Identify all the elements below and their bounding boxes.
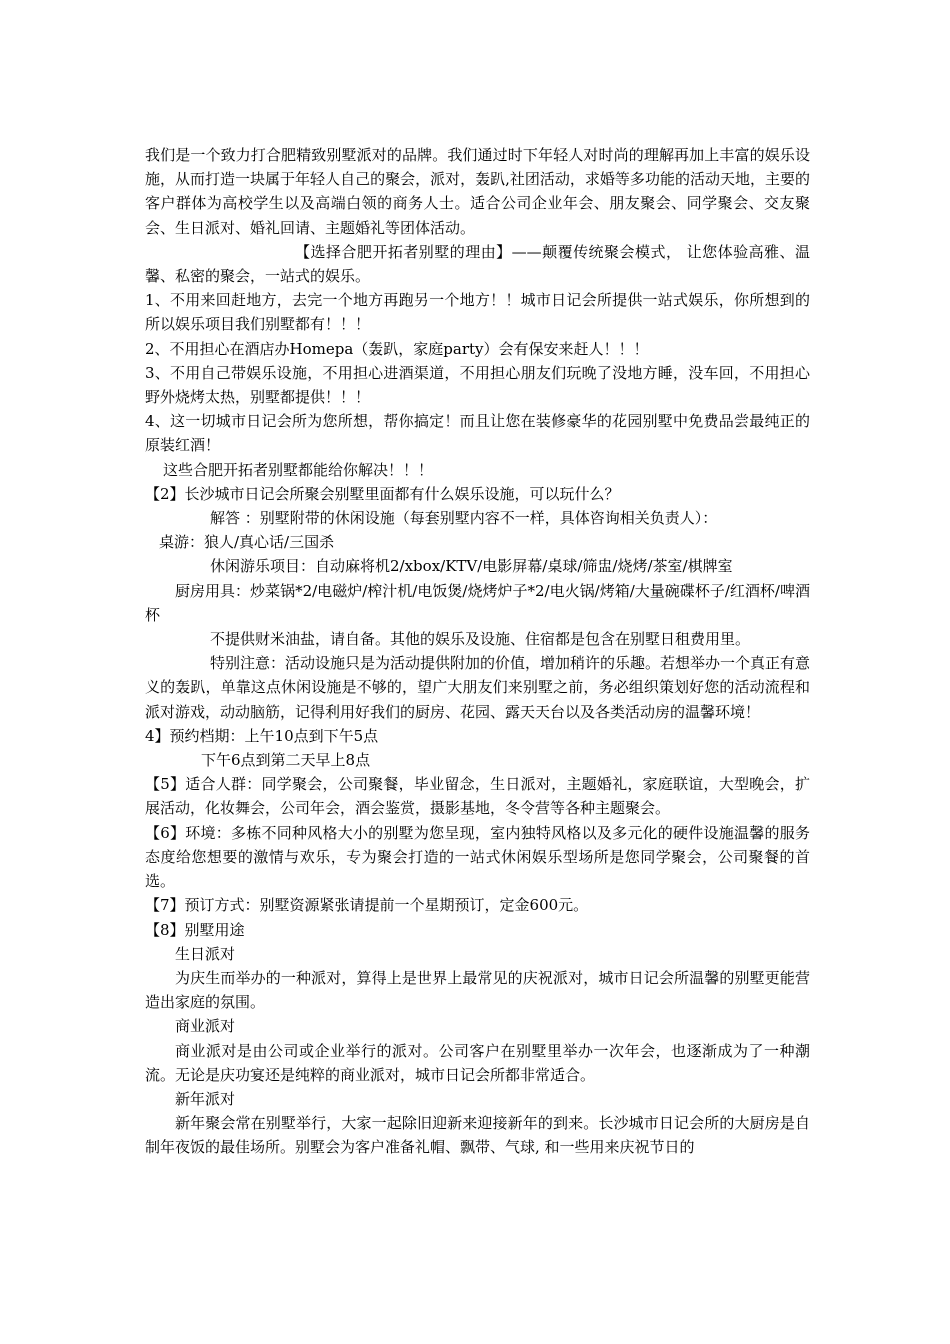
new-year-party-heading: 新年派对 xyxy=(175,1089,236,1108)
reasons-summary: 这些合肥开拓者别墅都能给你解决！！！ xyxy=(163,460,434,479)
intro-paragraph: 我们是一个致力打合肥精致别墅派对的品牌。我们通过时下年轻人对时尚的理解再加上丰富的娱乐设施，从而打造一块属于年轻人自己的聚会，派对，轰趴,社团活动，求婚等多功能的活动天地，主要的客户群体为高校学生以及高端白领的商务人士。适合公司企业年会、朋友聚会、同学聚会、交友聚会、生日派对、婚礼回请、主题婚礼等团体活动。 xyxy=(145,146,810,237)
birthday-party-text: 为庆生而举办的一种派对，算得上是世界上最常见的庆祝派对，城市日记会所温馨的别墅更能营造出家庭的氛围。 xyxy=(145,968,810,1012)
birthday-party-heading: 生日派对 xyxy=(175,944,236,963)
reason-4: 4、这一切城市日记会所为您所想，帮你搞定！而且让您在装修豪华的花园别墅中免费品尝最纯正的原装红酒！ xyxy=(145,412,810,455)
booking-schedule-evening: 下午6点到第二天早上8点 xyxy=(201,751,371,770)
reasons-heading: 【选择合肥开拓者别墅的理由】——颠覆传统聚会模式， 让您体验高雅、温馨、私密的聚会，一站式的娱乐。 xyxy=(145,242,810,286)
board-games: 桌游：狼人/真心话/三国杀 xyxy=(159,533,335,552)
reason-2: 2、不用担心在酒店办Homepa（轰趴，家庭party）会有保安来赶人！！！ xyxy=(145,339,649,358)
section-2-heading: 【2】长沙城市日记会所聚会别墅里面都有什么娱乐设施，可以玩什么？ xyxy=(145,484,620,503)
business-party-text: 商业派对是由公司或企业举行的派对。公司客户在别墅里举办一次年会，也逐渐成为了一种潮流。无论是庆功宴还是纯粹的商业派对，城市日记会所都非常适合。 xyxy=(145,1041,810,1084)
kitchen-items: 厨房用具：炒菜锅*2/电磁炉/榨汁机/电饭煲/烧烤炉子*2/电火锅/烤箱/大量碗碟杯子/红酒杯/啤酒杯 xyxy=(145,581,810,624)
section-6-environment: 【6】环境：多栋不同种风格大小的别墅为您呈现，室内独特风格以及多元化的硬件设施温馨的服务态度给您想要的激情与欢乐，专为聚会打造的一站式休闲娱乐型场所是您同学聚会，公司聚餐的首选。 xyxy=(145,823,810,891)
section-5-audience: 【5】适合人群：同学聚会，公司聚餐，毕业留念，生日派对，主题婚礼，家庭联谊，大型晚会，扩展活动，化妆舞会，公司年会，酒会鉴赏，摄影基地，冬令营等各种主题聚会。 xyxy=(145,775,810,818)
section-8-heading: 【8】别墅用途 xyxy=(145,920,245,939)
section-7-booking: 【7】预订方式：别墅资源紧张请提前一个星期预订，定金600元。 xyxy=(145,896,589,915)
booking-schedule: 4】预约档期：上午10点到下午5点 xyxy=(145,726,379,745)
leisure-items: 休闲游乐项目：自动麻将机2/xbox/KTV/电影屏幕/桌球/筛盅/烧烤/茶室/棋牌室 xyxy=(210,557,733,576)
new-year-party-text: 新年聚会常在别墅举行，大家一起除旧迎新来迎接新年的到来。长沙城市日记会所的大厨房是自制年夜饭的最佳场所。别墅会为客户准备礼帽、飘带、气球, 和一些用来庆祝节日的 xyxy=(145,1114,810,1157)
document-body xyxy=(145,143,810,1160)
supplies-note: 不提供财米油盐，请自备。其他的娱乐及设施、住宿都是包含在别墅日租费用里。 xyxy=(210,630,751,649)
special-note: 特别注意：活动设施只是为活动提供附加的价值，增加稍许的乐趣。若想举办一个真正有意义的轰趴，单靠这点休闲设施是不够的，望广大朋友们来别墅之前，务必组织策划好您的活动流程和派对游戏，动动脑筋，记得利用好我们的厨房、花园、露天天台以及各类活动房的温馨环境！ xyxy=(145,654,811,721)
reason-1: 1、不用来回赶地方，去完一个地方再跑另一个地方！！城市日记会所提供一站式娱乐，你所想到的所以娱乐项目我们别墅都有！！！ xyxy=(145,291,810,334)
answer-intro: 解答 ：别墅附带的休闲设施（每套别墅内容不一样，具体咨询相关负责人）： xyxy=(210,509,718,528)
reason-3: 3、不用自己带娱乐设施，不用担心进酒渠道，不用担心朋友们玩晚了没地方睡，没车回，不用担心野外烧烤太热，别墅都提供！！！ xyxy=(145,363,810,407)
business-party-heading: 商业派对 xyxy=(175,1017,236,1036)
